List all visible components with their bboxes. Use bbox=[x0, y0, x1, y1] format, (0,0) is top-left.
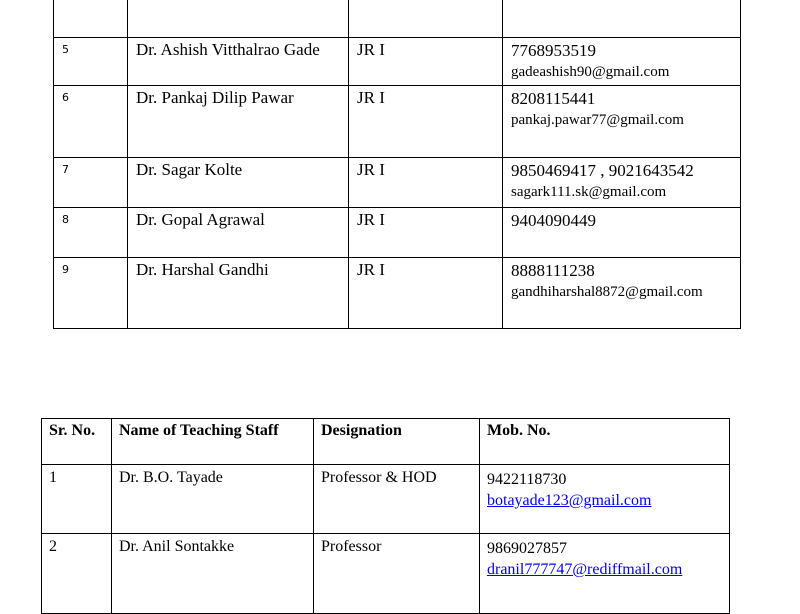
sr-no-cell: 8 bbox=[54, 208, 128, 258]
email-address: gadeashish90@gmail.com bbox=[511, 64, 670, 80]
name-cell: Dr. B.O. Tayade bbox=[112, 465, 314, 534]
contact-cell bbox=[503, 258, 741, 329]
header-mobile: Mob. No. bbox=[480, 419, 730, 465]
header-designation: Designation bbox=[314, 419, 480, 465]
email-address: sagark111.sk@gmail.com bbox=[511, 184, 667, 200]
contact-cell bbox=[480, 465, 730, 534]
phone-number: 9404090449 bbox=[511, 211, 596, 230]
sr-no-cell bbox=[54, 0, 128, 38]
sr-no-cell: 5 bbox=[54, 38, 128, 86]
contact-cell bbox=[503, 38, 741, 86]
sr-no-cell: 2 bbox=[42, 534, 112, 614]
designation-cell: JR I bbox=[349, 208, 503, 258]
contact-cell bbox=[503, 208, 741, 258]
phone-number: 7768953519 bbox=[511, 41, 596, 60]
table-row bbox=[54, 158, 741, 208]
designation-cell: JR I bbox=[349, 86, 503, 158]
email-address: gandhiharshal8872@gmail.com bbox=[511, 284, 703, 300]
email-link[interactable]: botayade123@gmail.com bbox=[487, 492, 652, 509]
phone-number: 8888111238 bbox=[511, 261, 595, 280]
teaching-staff-table bbox=[41, 418, 730, 614]
table-header-row bbox=[42, 419, 730, 465]
table-row bbox=[54, 86, 741, 158]
designation-cell: JR I bbox=[349, 158, 503, 208]
name-cell: Dr. Pankaj Dilip Pawar bbox=[128, 86, 349, 158]
sr-no-cell: 1 bbox=[42, 465, 112, 534]
designation-cell bbox=[349, 0, 503, 38]
contact-cell bbox=[503, 158, 741, 208]
header-sr-no: Sr. No. bbox=[42, 419, 112, 465]
table-row bbox=[54, 0, 741, 38]
name-cell: Dr. Ashish Vitthalrao Gade bbox=[128, 38, 349, 86]
designation-cell: Professor & HOD bbox=[314, 465, 480, 534]
phone-number: 9422118730 bbox=[487, 471, 567, 488]
table-row bbox=[54, 208, 741, 258]
name-cell: Dr. Sagar Kolte bbox=[128, 158, 349, 208]
junior-resident-table bbox=[53, 0, 741, 329]
email-link[interactable]: dranil777747@rediffmail.com bbox=[487, 561, 683, 578]
phone-number: 8208115441 bbox=[511, 89, 596, 108]
name-cell: Dr. Harshal Gandhi bbox=[128, 258, 349, 329]
sr-no-cell: 7 bbox=[54, 158, 128, 208]
table-row bbox=[54, 38, 741, 86]
table-row bbox=[42, 534, 730, 614]
designation-cell: JR I bbox=[349, 38, 503, 86]
contact-cell bbox=[503, 86, 741, 158]
contact-cell bbox=[480, 534, 730, 614]
contact-cell bbox=[503, 0, 741, 38]
header-name: Name of Teaching Staff bbox=[112, 419, 314, 465]
sr-no-cell: 9 bbox=[54, 258, 128, 329]
name-cell bbox=[128, 0, 349, 38]
phone-number: 9869027857 bbox=[487, 540, 567, 557]
table-row bbox=[54, 258, 741, 329]
table-row bbox=[42, 465, 730, 534]
sr-no-cell: 6 bbox=[54, 86, 128, 158]
email-address: pankaj.pawar77@gmail.com bbox=[511, 112, 684, 128]
phone-number: 9850469417 , 9021643542 bbox=[511, 161, 694, 180]
designation-cell: Professor bbox=[314, 534, 480, 614]
name-cell: Dr. Anil Sontakke bbox=[112, 534, 314, 614]
designation-cell: JR I bbox=[349, 258, 503, 329]
name-cell: Dr. Gopal Agrawal bbox=[128, 208, 349, 258]
